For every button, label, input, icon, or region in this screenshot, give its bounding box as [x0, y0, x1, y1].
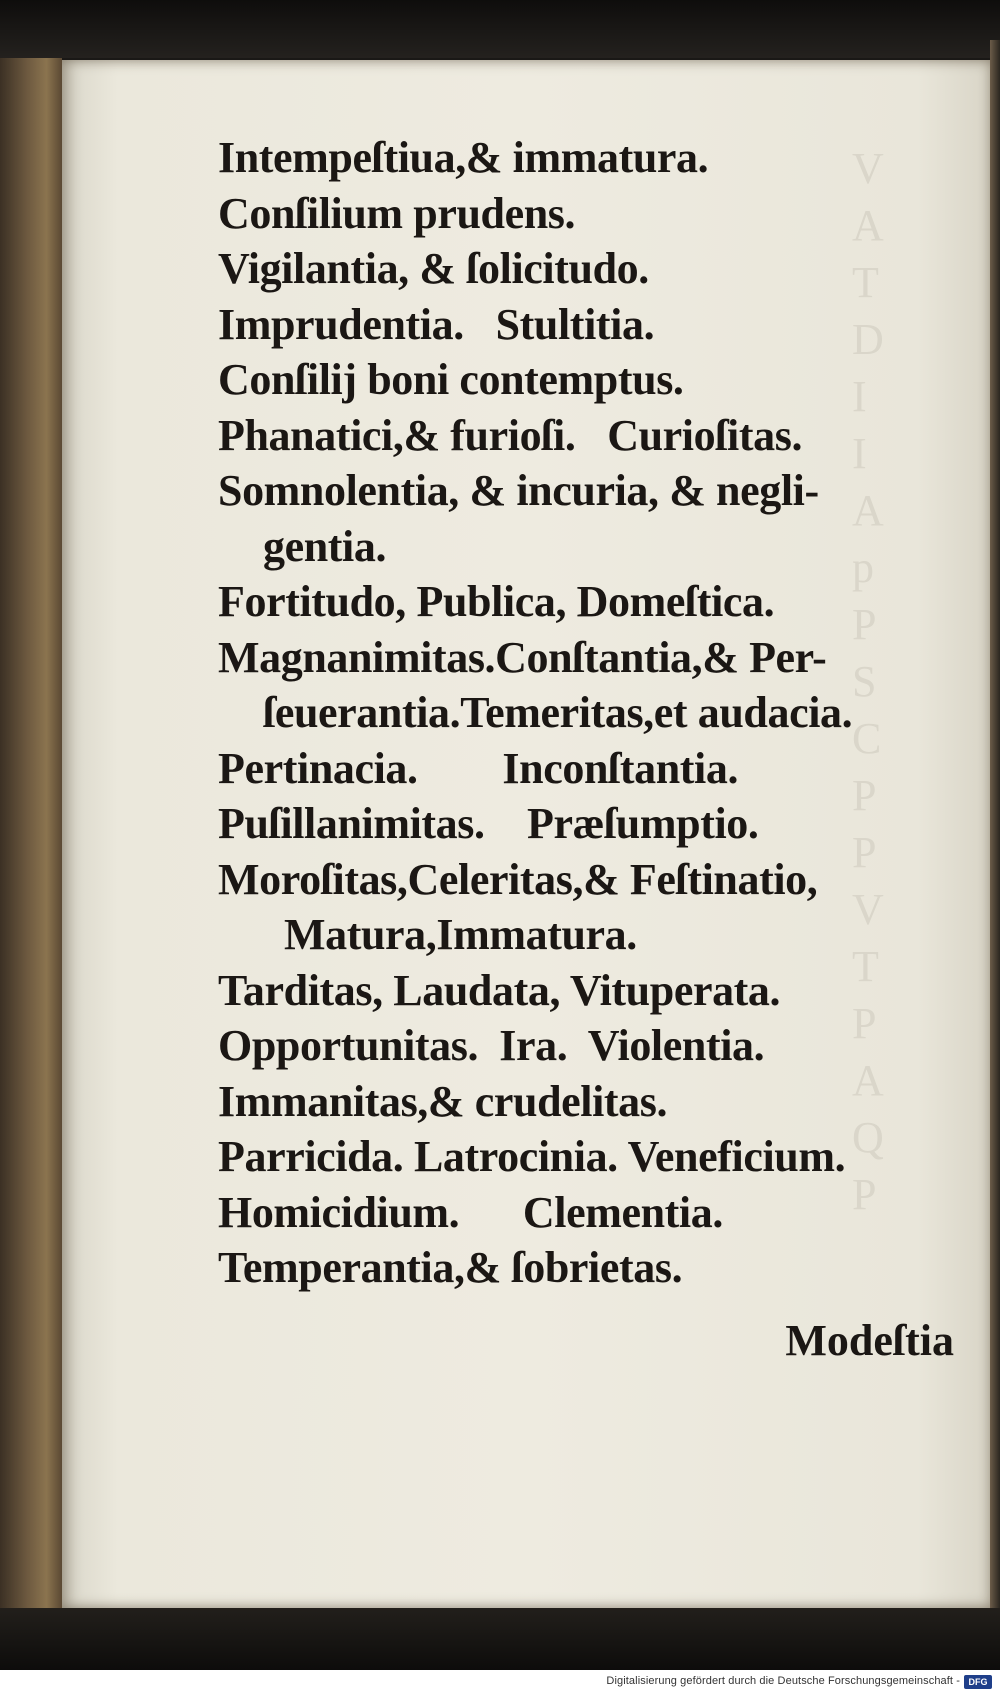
- text-line: Magnanimitas.Conſtantia,& Per-: [218, 632, 827, 682]
- book-cover-top: [0, 0, 1000, 58]
- book-cover-bottom: [0, 1608, 1000, 1670]
- digitization-footer: [0, 1670, 1000, 1696]
- text-line: ſeuerantia.Temeritas,et audacia.: [263, 688, 853, 737]
- book-spine: [0, 58, 62, 1610]
- text-line: Opportunitas. Ira. Violentia.: [218, 1021, 765, 1070]
- text-line: Moroſitas,Celeritas,& Feſtinatio,: [218, 854, 818, 904]
- text-line: Somnolentia, & incuria, & negli-: [218, 466, 819, 515]
- text-line: Imprudentia. Stultitia.: [218, 299, 655, 349]
- text-line: Fortitudo, Publica, Domeſtica.: [218, 577, 775, 626]
- text-line: Puſillanimitas. Præſumptio.: [218, 799, 759, 848]
- text-line: Temperantia,& ſobrietas.: [218, 1243, 683, 1292]
- text-line: Intempeſtiua,& immatura.: [218, 133, 709, 182]
- text-line: Phanatici,& furioſi. Curioſitas.: [218, 410, 803, 460]
- dfg-logo-icon: DFG: [964, 1675, 992, 1689]
- printed-text-block: [218, 130, 978, 1296]
- show-through-bleed: V A T D I I A p P S C P P V T P A Q P: [852, 144, 884, 1219]
- page-edge: [990, 40, 1000, 1620]
- text-line: Conſilij boni contemptus.: [218, 355, 684, 404]
- catchword: Modeſtia: [785, 1316, 954, 1365]
- text-line: Tarditas, Laudata, Vituperata.: [218, 965, 781, 1015]
- text-line: Parricida. Latrocinia. Veneficium.: [218, 1132, 846, 1181]
- text-line: Matura,Immatura.: [284, 910, 637, 959]
- text-line: Conſilium prudens.: [218, 188, 576, 238]
- text-line: Pertinacia. Inconſtantia.: [218, 743, 739, 793]
- text-line: Immanitas,& crudelitas.: [218, 1076, 668, 1126]
- text-line: gentia.: [263, 521, 387, 571]
- funding-credit: Digitalisierung gefördert durch die Deutsche Forschungsgemeinschaft -: [606, 1675, 960, 1687]
- text-line: Homicidium. Clementia.: [218, 1187, 723, 1237]
- text-line: Vigilantia, & ſolicitudo.: [218, 244, 649, 293]
